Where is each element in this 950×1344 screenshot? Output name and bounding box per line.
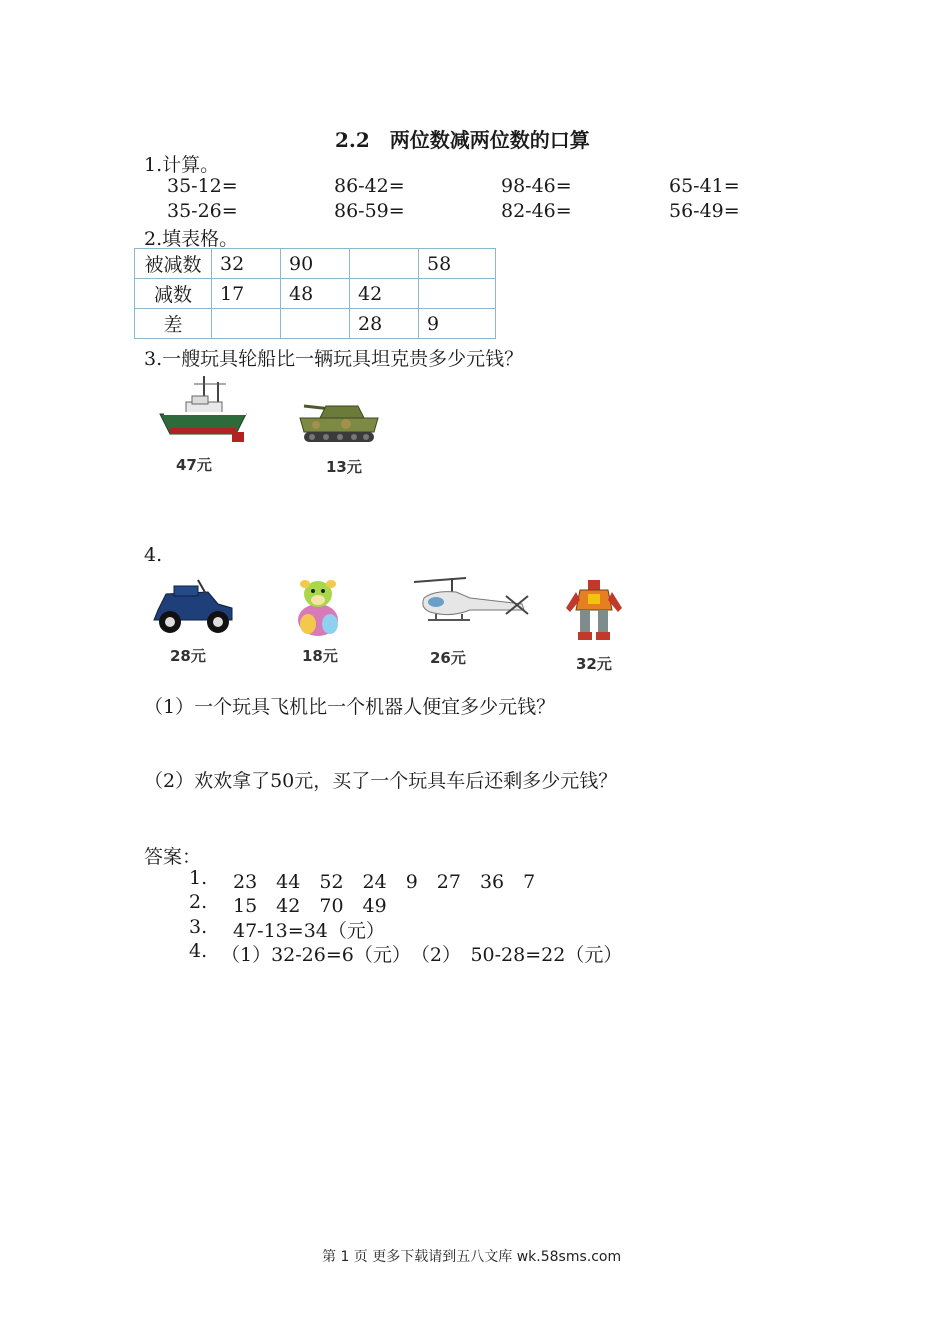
table-cell: 28 <box>350 309 419 339</box>
tank-price: 13元 <box>326 458 362 476</box>
toy-tank-image <box>296 400 382 448</box>
table-row <box>135 309 496 339</box>
q2-heading: 2.填表格。 <box>144 228 239 250</box>
table-cell: 17 <box>212 279 281 309</box>
answer-text: 23 44 52 24 9 27 36 7 <box>233 871 536 893</box>
q1-item: 86-59= <box>334 200 405 222</box>
answer-number: 3. <box>189 916 208 938</box>
q1-heading: 1.计算。 <box>144 154 220 176</box>
fill-table <box>134 248 496 339</box>
page-footer: 第 1 页 更多下载请到五八文库 wk.58sms.com <box>322 1249 622 1265</box>
q1-item: 86-42= <box>334 175 405 197</box>
answer-text: 15 42 70 49 <box>233 895 387 917</box>
table-row <box>135 279 496 309</box>
toy-robot-image <box>562 578 626 644</box>
toy-ship-image <box>156 372 252 448</box>
table-row <box>135 249 496 279</box>
table-row-label: 被减数 <box>135 249 212 279</box>
q1-item: 98-46= <box>501 175 572 197</box>
table-row-label: 差 <box>135 309 212 339</box>
table-cell <box>350 249 419 279</box>
ship-price: 47元 <box>176 456 212 474</box>
table-row-label: 减数 <box>135 279 212 309</box>
q4-heading: 4. <box>144 544 163 566</box>
table-cell <box>212 309 281 339</box>
robot-price: 32元 <box>576 655 612 673</box>
answer-text: 47-13=34（元） <box>233 920 385 942</box>
q1-item: 82-46= <box>501 200 572 222</box>
table-cell: 9 <box>419 309 496 339</box>
table-cell <box>419 279 496 309</box>
q1-item: 65-41= <box>669 175 740 197</box>
answers-heading: 答案： <box>144 846 202 868</box>
answer-number: 4. <box>189 940 208 962</box>
answer-text: （1）32-26=6（元） （2） 50-28=22（元） <box>221 944 623 966</box>
answer-number: 1. <box>189 867 208 889</box>
helicopter-price: 26元 <box>430 649 466 667</box>
q1-item: 35-12= <box>167 175 238 197</box>
q4-sub1: （1）一个玩具飞机比一个机器人便宜多少元钱？ <box>144 696 556 718</box>
q4-sub2: （2）欢欢拿了50元，买了一个玩具车后还剩多少元钱？ <box>144 770 618 792</box>
table-cell <box>281 309 350 339</box>
table-cell: 42 <box>350 279 419 309</box>
q3-heading: 3.一艘玩具轮船比一辆玩具坦克贵多少元钱？ <box>144 348 524 370</box>
bear-price: 18元 <box>302 647 338 665</box>
page-title: 2.2 两位数减两位数的口算 <box>335 128 590 152</box>
table-cell: 90 <box>281 249 350 279</box>
table-cell: 58 <box>419 249 496 279</box>
toy-helicopter-image <box>394 574 534 636</box>
q1-item: 56-49= <box>669 200 740 222</box>
toy-bear-image <box>284 574 352 640</box>
toy-car-image <box>148 574 238 640</box>
q1-item: 35-26= <box>167 200 238 222</box>
answer-number: 2. <box>189 891 208 913</box>
car-price: 28元 <box>170 647 206 665</box>
table-cell: 48 <box>281 279 350 309</box>
table-cell: 32 <box>212 249 281 279</box>
